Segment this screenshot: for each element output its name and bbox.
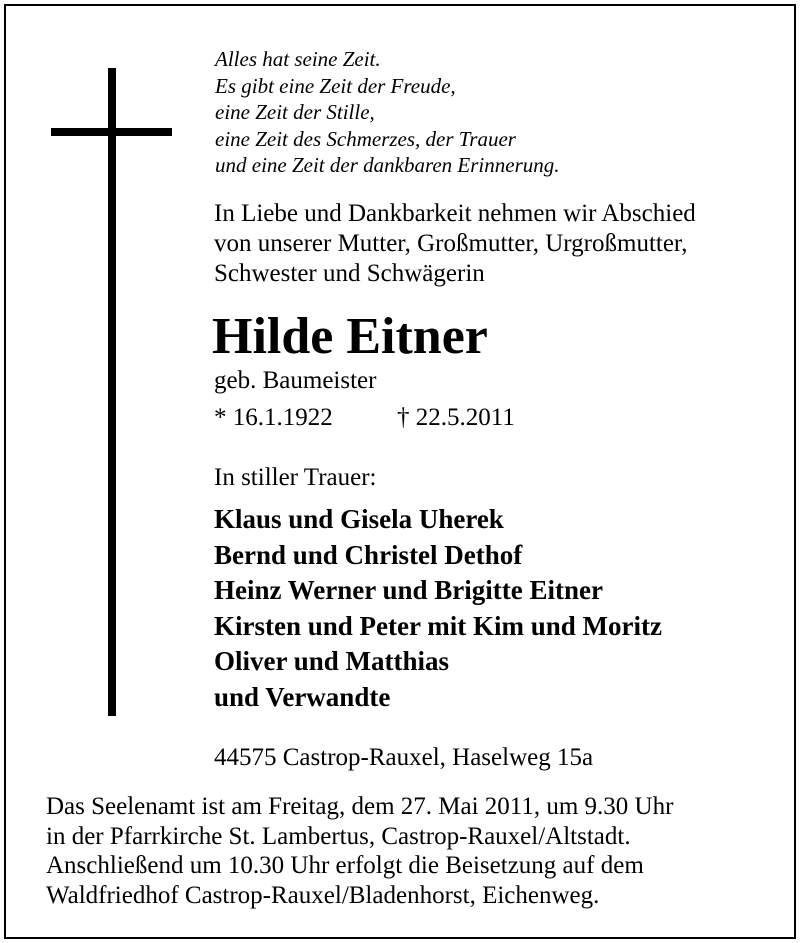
poem	[215, 46, 560, 179]
intro-line: In Liebe und Dankbarkeit nehmen wir Abschied	[214, 200, 696, 227]
mourner-entry: Klaus und Gisela Uherek	[214, 504, 504, 534]
birth-name: geb. Baumeister	[214, 367, 377, 394]
poem-line: Es gibt eine Zeit der Freude,	[215, 73, 456, 98]
mourners-list	[214, 502, 662, 715]
funeral-notice	[46, 792, 673, 910]
cross-horizontal-bar	[51, 128, 172, 136]
mourner-entry: Heinz Werner und Brigitte Eitner	[214, 575, 603, 605]
intro-line: von unserer Mutter, Großmutter, Urgroßmutter,	[214, 230, 688, 257]
intro-line: Schwester und Schwägerin	[214, 260, 485, 287]
poem-line: und eine Zeit der dankbaren Erinnerung.	[215, 153, 560, 177]
mourner-entry: Oliver und Matthias	[214, 646, 450, 676]
family-address: 44575 Castrop-Rauxel, Haselweg 15a	[214, 744, 594, 771]
mourner-entry: und Verwandte	[214, 681, 391, 712]
poem-line: eine Zeit des Schmerzes, der Trauer	[215, 126, 516, 151]
mourner-entry: Kirsten und Peter mit Kim und Moritz	[214, 610, 662, 641]
notice-line: Waldfriedhof Castrop-Rauxel/Bladenhorst, Eichenweg.	[46, 881, 600, 909]
poem-line: Alles hat seine Zeit.	[215, 47, 381, 71]
mourning-label: In stiller Trauer:	[214, 464, 377, 491]
poem-line: eine Zeit der Stille,	[215, 100, 375, 124]
notice-line: Anschließend um 10.30 Uhr erfolgt die Beisetzung auf dem	[46, 852, 644, 879]
notice-line: Das Seelenamt ist am Freitag, dem 27. Mai 2011, um 9.30 Uhr	[46, 793, 674, 820]
farewell-intro	[214, 199, 696, 289]
life-dates	[214, 403, 515, 433]
notice-line: in der Pfarrkirche St. Lambertus, Castrop-Rauxel/Altstadt.	[46, 822, 631, 850]
deceased-name: Hilde Eitner	[212, 308, 488, 365]
birth-date: * 16.1.1922	[214, 404, 333, 431]
death-date: † 22.5.2011	[397, 404, 515, 431]
cross-vertical-bar	[108, 68, 116, 716]
mourner-entry: Bernd und Christel Dethof	[214, 539, 523, 570]
